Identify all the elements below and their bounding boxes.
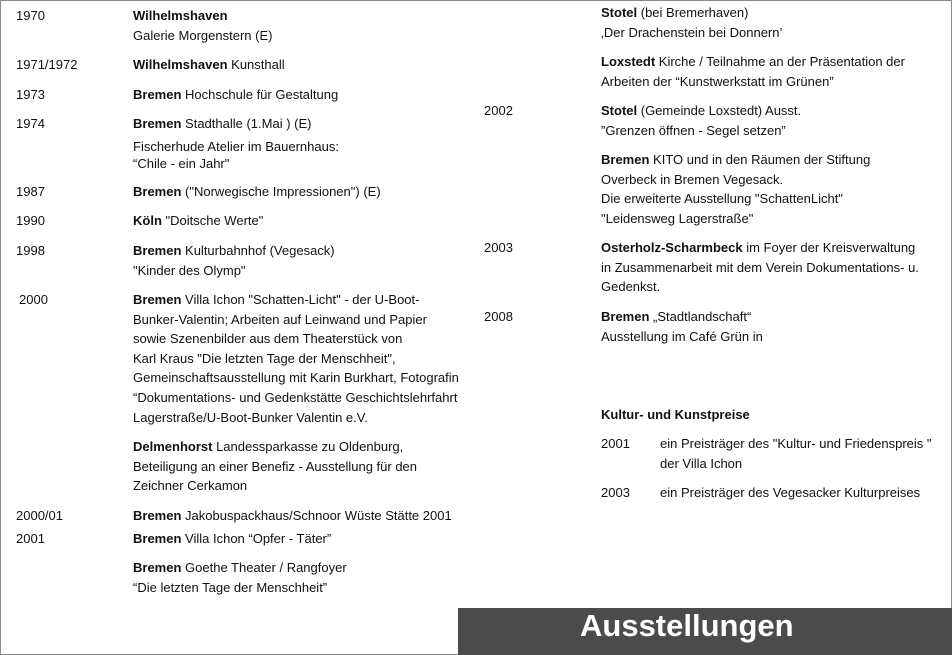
entry-line bbox=[601, 258, 919, 278]
entry-line bbox=[133, 114, 311, 134]
entry-text bbox=[133, 137, 339, 173]
entry-line bbox=[133, 437, 417, 457]
entry-year: 2001 bbox=[16, 531, 45, 546]
entry-line bbox=[133, 85, 338, 105]
entry-text bbox=[133, 211, 263, 231]
entry-text bbox=[601, 307, 763, 346]
entry-text bbox=[601, 52, 905, 91]
entry-text bbox=[133, 290, 459, 427]
entry-detail: Hochschule für Gestaltung bbox=[181, 87, 339, 102]
entry-line bbox=[133, 261, 335, 281]
entry-line bbox=[601, 23, 782, 43]
entry-line bbox=[133, 329, 459, 349]
entry-line bbox=[133, 388, 459, 408]
entry-detail: Fischerhude Atelier im Bauernhaus: bbox=[133, 139, 339, 154]
entry-detail: Lagerstraße/U-Boot-Bunker Valentin e.V. bbox=[133, 409, 368, 425]
entry-text bbox=[133, 241, 335, 280]
entry-line bbox=[601, 52, 905, 72]
entry-text bbox=[133, 506, 452, 526]
place-name: Stotel bbox=[601, 103, 638, 118]
entry-line bbox=[133, 310, 459, 330]
entry-line bbox=[133, 241, 335, 261]
prize-line: der Villa Ichon bbox=[660, 455, 743, 471]
entry-detail: in Zusammenarbeit mit dem Verein Dokumentations- u. bbox=[601, 259, 919, 275]
entry-year: 2000/01 bbox=[16, 508, 63, 523]
place-name: Bremen bbox=[133, 116, 182, 131]
prize-year: 2001 bbox=[601, 436, 630, 451]
entry-line bbox=[133, 6, 272, 26]
entry-detail: Ausstellung im Café Grün in bbox=[601, 328, 763, 344]
place-name: Wilhelmshaven bbox=[133, 8, 228, 23]
entry-detail: Arbeiten der “Kunstwerkstatt im Grünen” bbox=[601, 73, 834, 89]
entry-text bbox=[133, 529, 331, 549]
entry-line bbox=[601, 121, 801, 141]
prizes-heading bbox=[601, 405, 750, 425]
entry-line bbox=[601, 307, 763, 327]
entry-line bbox=[133, 368, 459, 388]
entry-line bbox=[601, 327, 763, 347]
entry-detail: Beteiligung an einer Benefiz - Ausstellung für den bbox=[133, 458, 418, 474]
entry-line bbox=[133, 558, 347, 578]
entry-detail: Bunker-Valentin; Arbeiten auf Leinwand und Papier bbox=[133, 311, 427, 327]
place-name: Bremen bbox=[601, 152, 650, 167]
place-name: Bremen bbox=[133, 531, 182, 546]
entry-text bbox=[133, 182, 381, 202]
entry-text bbox=[133, 558, 347, 597]
entry-detail: Kirche / Teilnahme an der Präsentation der bbox=[655, 54, 905, 69]
entry-line bbox=[601, 150, 870, 170]
entry-text bbox=[601, 101, 801, 140]
prizes-heading-text: Kultur- und Kunstpreise bbox=[601, 407, 750, 422]
entry-detail: KITO und in den Räumen der Stiftung bbox=[649, 152, 871, 167]
entry-line bbox=[133, 506, 452, 526]
entry-detail: Kunsthall bbox=[227, 57, 285, 72]
entry-detail: Goethe Theater / Rangfoyer bbox=[181, 560, 347, 575]
entry-line bbox=[133, 578, 347, 598]
entry-detail: Galerie Morgenstern (E) bbox=[133, 27, 273, 43]
entry-line bbox=[133, 349, 459, 369]
entry-line bbox=[601, 72, 905, 92]
section-title: Ausstellungen bbox=[580, 608, 794, 643]
entry-text bbox=[133, 85, 338, 105]
entry-detail: Kulturbahnhof (Vegesack) bbox=[181, 243, 335, 258]
entry-detail: (bei Bremerhaven) bbox=[637, 5, 749, 20]
entry-line bbox=[601, 209, 870, 229]
entry-line bbox=[133, 529, 331, 549]
entry-detail: sowie Szenenbilder aus dem Theaterstück von bbox=[133, 331, 403, 347]
entry-detail: Overbeck in Bremen Vegesack. bbox=[601, 171, 784, 187]
entry-text bbox=[601, 238, 919, 297]
entry-line bbox=[133, 408, 459, 428]
entry-line bbox=[133, 476, 417, 496]
entry-detail: „Stadtlandschaft“ bbox=[649, 309, 752, 324]
entry-line bbox=[133, 182, 381, 202]
entry-year: 1971/1972 bbox=[16, 57, 78, 72]
place-name: Loxstedt bbox=[601, 54, 656, 69]
entry-year: 1973 bbox=[16, 87, 45, 102]
place-name: Osterholz-Scharmbeck bbox=[601, 240, 743, 255]
entry-year: 1974 bbox=[16, 116, 45, 131]
entry-text bbox=[601, 150, 870, 228]
entry-year: 1970 bbox=[16, 8, 45, 23]
entry-text bbox=[601, 3, 782, 42]
place-name: Bremen bbox=[133, 87, 182, 102]
entry-detail: “Dokumentations- und Gedenkstätte Geschichtslehrfahrt bbox=[133, 389, 458, 405]
entry-year: 1987 bbox=[16, 184, 45, 199]
entry-detail: Stadthalle (1.Mai ) (E) bbox=[181, 116, 312, 131]
entry-line bbox=[133, 457, 417, 477]
prize-text bbox=[660, 483, 920, 503]
place-name: Bremen bbox=[133, 243, 182, 258]
prize-line: ein Preisträger des Vegesacker Kulturpreises bbox=[660, 485, 921, 500]
entry-text bbox=[133, 6, 272, 45]
place-name: Bremen bbox=[133, 184, 182, 199]
entry-detail: im Foyer der Kreisverwaltung bbox=[742, 240, 916, 255]
entry-line bbox=[601, 238, 919, 258]
entry-detail: ‚Der Drachenstein bei Donnern’ bbox=[601, 24, 783, 40]
place-name: Bremen bbox=[133, 560, 182, 575]
entry-detail: Die erweiterte Ausstellung "SchattenLicht" bbox=[601, 191, 843, 207]
entry-line bbox=[133, 290, 459, 310]
prize-text bbox=[660, 434, 932, 473]
entry-text bbox=[133, 114, 311, 134]
entry-detail: ("Norwegische Impressionen") (E) bbox=[181, 184, 381, 199]
entry-line bbox=[133, 55, 285, 75]
entry-detail: Gemeinschaftsausstellung mit Karin Burkhart, Fotografin bbox=[133, 370, 459, 386]
entry-year: 1998 bbox=[16, 243, 45, 258]
entry-detail: “Die letzten Tage der Menschheit” bbox=[133, 579, 328, 595]
prize-line: ein Preisträger des "Kultur- und Friedenspreis " bbox=[660, 436, 932, 451]
section-banner bbox=[458, 608, 952, 655]
entry-detail: (Gemeinde Loxstedt) Ausst. bbox=[637, 103, 802, 118]
entry-year: 2003 bbox=[484, 240, 513, 255]
entry-detail: Jakobuspackhaus/Schnoor Wüste Stätte 2001 bbox=[181, 508, 452, 523]
entry-year: 2008 bbox=[484, 309, 513, 324]
entry-line bbox=[601, 170, 870, 190]
entry-detail: “Chile - ein Jahr" bbox=[133, 155, 230, 171]
entry-detail: "Leidensweg Lagerstraße" bbox=[601, 210, 754, 226]
place-name: Köln bbox=[133, 213, 162, 228]
entry-detail: Gedenkst. bbox=[601, 279, 661, 295]
place-name: Stotel bbox=[601, 5, 638, 20]
prize-year: 2003 bbox=[601, 485, 630, 500]
entry-line bbox=[601, 101, 801, 121]
entry-year: 1990 bbox=[16, 213, 45, 228]
place-name: Wilhelmshaven bbox=[133, 57, 228, 72]
place-name: Bremen bbox=[133, 292, 182, 307]
entry-detail: "Kinder des Olymp" bbox=[133, 262, 246, 278]
entry-detail: Karl Kraus "Die letzten Tage der Menschheit", bbox=[133, 350, 396, 366]
entry-text bbox=[133, 55, 285, 75]
entry-detail: "Doitsche Werte" bbox=[161, 213, 264, 228]
entry-detail: Villa Ichon "Schatten-Licht" - der U-Boot- bbox=[181, 292, 420, 307]
place-name: Bremen bbox=[133, 508, 182, 523]
entry-line bbox=[133, 26, 272, 46]
place-name: Delmenhorst bbox=[133, 439, 213, 454]
entry-detail: Landessparkasse zu Oldenburg, bbox=[212, 439, 404, 454]
entry-detail: Zeichner Cerkamon bbox=[133, 478, 248, 494]
entry-year: 2000 bbox=[19, 292, 48, 307]
entry-line bbox=[133, 211, 263, 231]
entry-detail: ”Grenzen öffnen - Segel setzen” bbox=[601, 122, 786, 138]
entry-detail: Villa Ichon “Opfer - Täter” bbox=[181, 531, 332, 546]
entry-line bbox=[601, 277, 919, 297]
place-name: Bremen bbox=[601, 309, 650, 324]
entry-text bbox=[133, 437, 417, 496]
entry-year: 2002 bbox=[484, 103, 513, 118]
entry-line bbox=[601, 3, 782, 23]
entry-line bbox=[601, 189, 870, 209]
